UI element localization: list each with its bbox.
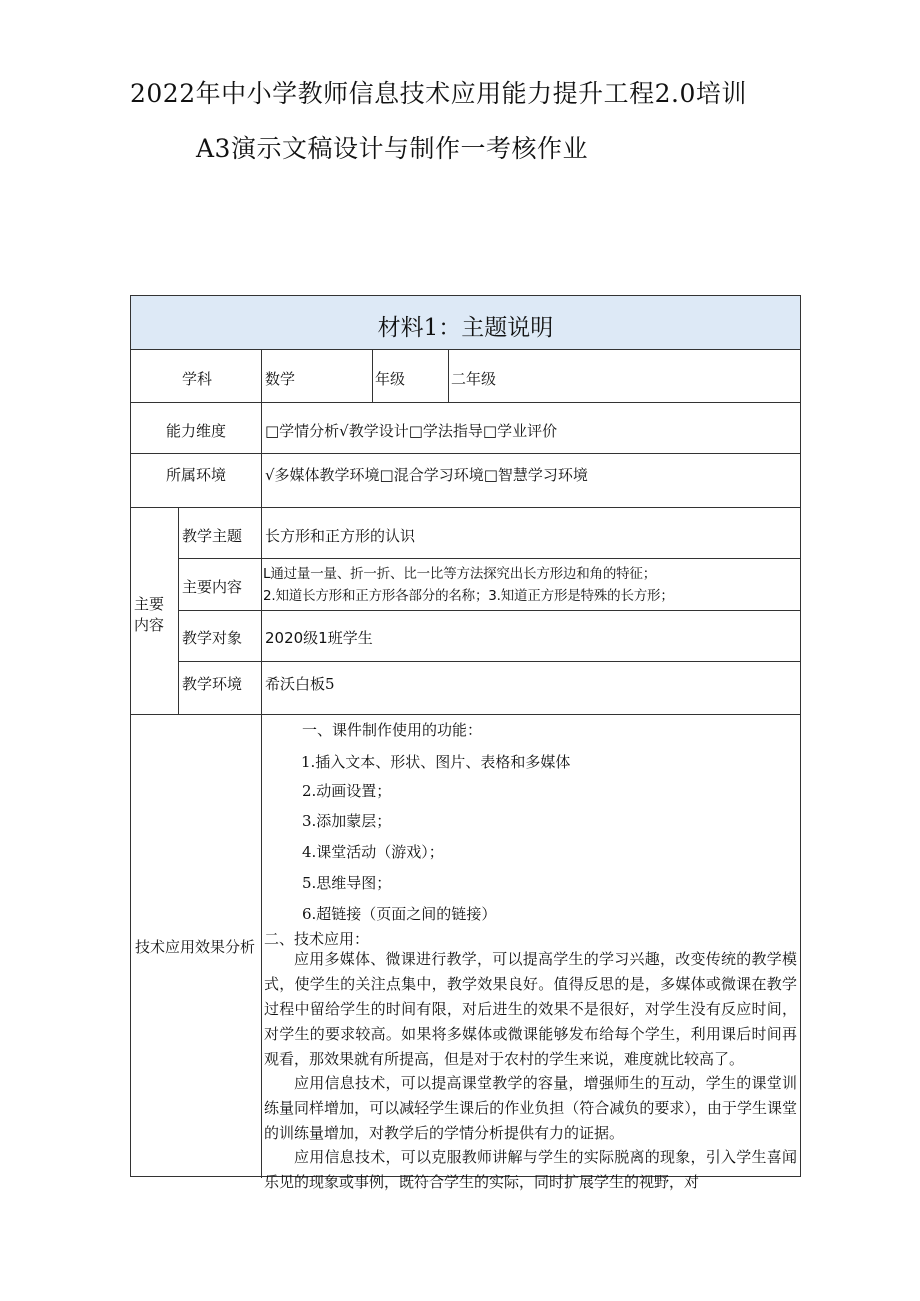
content-label: 主要内容 (182, 578, 243, 596)
object-label: 教学对象 (182, 629, 243, 647)
tech-title: 二、技术应用： (264, 930, 370, 948)
document-title-line2: A3演示文稿设计与制作一考核作业 (196, 134, 588, 163)
theme-table (130, 295, 801, 1191)
row-divider (131, 402, 800, 403)
environment-label: 所属环境 (166, 466, 227, 484)
column-divider (261, 714, 262, 1178)
environment-value: √多媒体教学环境□混合学习环境□智慧学习环境 (265, 466, 588, 484)
analysis-label: 技术应用效果分析 (135, 938, 256, 956)
topic-value: 长方形和正方形的认识 (265, 527, 416, 545)
content-line1: L通过量一量、折一折、比一比等方法探究出长方形边和角的特征； (263, 566, 657, 582)
row-divider (178, 558, 800, 559)
table-header-text: 材料1：主题说明 (377, 315, 554, 341)
grade-label: 年级 (375, 370, 406, 388)
teaching-environment-value: 希沃白板5 (265, 675, 335, 693)
function-item: 3.添加蒙层； (302, 812, 392, 830)
function-item: 2.动画设置； (302, 782, 392, 800)
subject-label: 学科 (182, 370, 213, 388)
content-line2: 2.知道长方形和正方形各部分的名称；3.知道正方形是特殊的长方形； (263, 588, 674, 604)
topic-label: 教学主题 (182, 527, 243, 545)
object-value: 2020级1班学生 (265, 629, 373, 647)
function-item: 5.思维导图； (302, 874, 392, 892)
main-content-label-line1: 主要 (134, 595, 165, 613)
row-divider (131, 507, 800, 508)
table-header (131, 296, 800, 350)
column-divider (178, 507, 179, 714)
row-divider (131, 453, 800, 454)
row-divider (131, 714, 800, 715)
row-divider (178, 661, 800, 662)
function-item: 6.超链接（页面之间的链接） (302, 905, 497, 923)
function-item: 1.插入文本、形状、图片、表格和多媒体 (301, 753, 571, 771)
column-divider (261, 349, 262, 507)
ability-label: 能力维度 (166, 422, 227, 440)
column-divider (448, 349, 449, 402)
function-item: 4.课堂活动（游戏）； (302, 843, 444, 861)
row-divider (178, 610, 800, 611)
column-divider (372, 349, 373, 402)
document-title-line1: 2022年中小学教师信息技术应用能力提升工程2.0培训 (130, 79, 747, 108)
tech-paragraph: 应用信息技术，可以克服教师讲解与学生的实际脱离的现象，引入学生喜闻乐见的现象或事例，既符合学生的实际，同时扩展学生的视野，对 (264, 1148, 797, 1191)
subject-value: 数学 (265, 370, 296, 388)
tech-paragraph: 应用信息技术，可以提高课堂教学的容量，增强师生的互动，学生的课堂训练量同样增加，可以减轻学生课后的作业负担（符合减负的要求），由于学生课堂的训练量增加，对教学后的学情分析提供有力的证据。 (264, 1074, 797, 1142)
tech-paragraph: 应用多媒体、微课进行教学，可以提高学生的学习兴趣，改变传统的教学模式，使学生的关注点集中，教学效果良好。值得反思的是，多媒体或微课在教学过程中留给学生的时间有限，对后进生的效果不是很好，对学生没有反应时间，对学生的要求较高。如果将多媒体或微课能够发布给每个学生，利用课后时间再观看，那效果就有所提高，但是对于农村的学生来说，难度就比较高了。 (264, 950, 797, 1068)
main-content-label-line2: 内容 (134, 616, 165, 634)
functions-title: 一、课件制作使用的功能： (302, 721, 483, 739)
grade-value: 二年级 (451, 370, 497, 388)
ability-value: □学情分析√教学设计□学法指导□学业评价 (265, 422, 558, 440)
teaching-environment-label: 教学环境 (182, 675, 243, 693)
column-divider (261, 507, 262, 714)
